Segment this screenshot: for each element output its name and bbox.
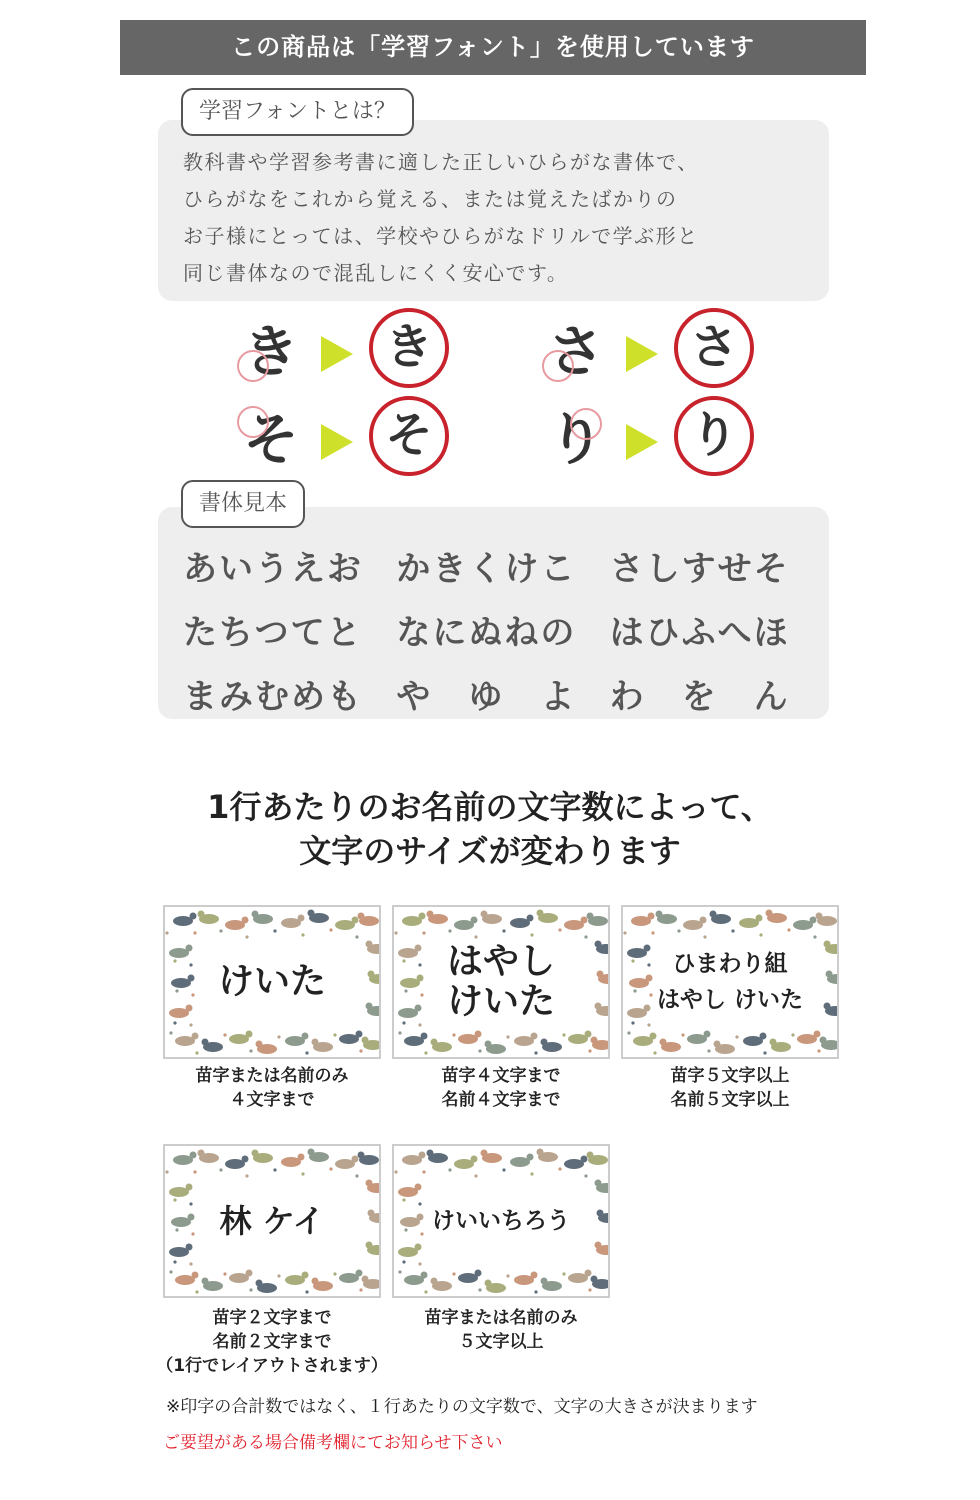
label-line: 林 ケイ (219, 1202, 325, 1240)
desc-line: 教科書や学習参考書に適した正しいひらがな書体で、 (183, 150, 699, 174)
demo-sa (548, 318, 848, 398)
label-name (394, 1146, 608, 1296)
caption-line: （1行でレイアウトされます） (156, 1356, 388, 1376)
sample-text: まみむめも (183, 676, 363, 717)
card-caption (150, 1306, 394, 1378)
plain-char: そ (243, 408, 299, 473)
size-heading-line2: 文字のサイズが変わります (299, 832, 681, 870)
name-label-card (392, 1144, 610, 1298)
sample-row (183, 597, 823, 661)
request-note: ご要望がある場合備考欄にてお知らせ下さい (163, 1433, 503, 1453)
label-name (165, 1146, 379, 1296)
sample-text: さしすせそ (609, 548, 790, 589)
learning-char: き (369, 308, 449, 388)
caption-line: 苗字または名前のみ (195, 1066, 349, 1086)
card-caption (163, 1064, 381, 1112)
sample-text: わ を ん (609, 676, 790, 717)
learning-char: さ (674, 308, 754, 388)
demo-ki (243, 318, 543, 398)
arrow-right-icon (626, 424, 658, 460)
label-line: けいた (217, 961, 326, 1002)
name-label-card (163, 905, 381, 1059)
sample-row (183, 661, 823, 725)
size-heading-line1: 1行あたりのお名前の文字数によって、 (207, 788, 773, 826)
stroke-hint-circle (542, 350, 574, 382)
sample-text: かきくけこ (396, 548, 577, 589)
plain-char: り (548, 408, 604, 473)
desc-line: ひらがなをこれから覚える、または覚えたばかりの (183, 187, 678, 211)
caption-line: 苗字４文字まで (441, 1066, 561, 1086)
font-samples (183, 533, 823, 725)
arrow-right-icon (321, 424, 353, 460)
font-banner: この商品は「学習フォント」を使用しています (120, 20, 866, 75)
label-name (623, 907, 837, 1057)
desc-line: 同じ書体なので混乱しにくく安心です。 (183, 261, 569, 285)
label-name (165, 907, 379, 1057)
card-caption (392, 1064, 610, 1112)
caption-line: 苗字または名前のみ (424, 1308, 578, 1328)
label-line: はやし (446, 941, 555, 982)
plain-char: き (243, 320, 299, 385)
plain-char: さ (548, 320, 604, 385)
about-tab: 学習フォントとは？ (181, 88, 414, 136)
arrow-right-icon (321, 336, 353, 372)
label-line: けいいちろう (432, 1208, 570, 1234)
stroke-hint-circle (570, 408, 602, 440)
desc-line: お子様にとっては、学校やひらがなドリルで学ぶ形と (183, 224, 699, 248)
caption-line: ５文字以上 (458, 1332, 544, 1352)
learning-char: そ (369, 396, 449, 476)
caption-line: 苗字５文字以上 (670, 1066, 790, 1086)
label-name (394, 907, 608, 1057)
label-line: ひまわり組 (672, 951, 788, 977)
name-label-card (621, 905, 839, 1059)
caption-line: 苗字２文字まで (212, 1308, 332, 1328)
sample-text: はひふへほ (609, 612, 790, 653)
sample-text: や ゆ よ (396, 676, 577, 717)
size-note: ※印字の合計数ではなく、１行あたりの文字数で、文字の大きさが決まります (166, 1397, 758, 1417)
samples-tab: 書体見本 (181, 480, 305, 528)
name-label-card (163, 1144, 381, 1298)
arrow-right-icon (626, 336, 658, 372)
stroke-hint-circle (237, 350, 269, 382)
caption-line: 名前４文字まで (441, 1090, 561, 1110)
caption-line: 名前２文字まで (212, 1332, 332, 1352)
label-line: はやし けいた (656, 987, 803, 1013)
demo-ri (548, 406, 848, 486)
name-label-card (392, 905, 610, 1059)
demo-so (243, 406, 543, 486)
label-line: けいた (446, 981, 555, 1022)
sample-text: あいうえお (183, 548, 363, 589)
caption-line: ４文字まで (229, 1090, 315, 1110)
sample-row (183, 533, 823, 597)
about-description (183, 144, 813, 292)
card-caption (621, 1064, 839, 1112)
learning-char: り (674, 396, 754, 476)
sample-text: なにぬねの (396, 612, 577, 653)
card-caption (392, 1306, 610, 1354)
caption-line: 名前５文字以上 (670, 1090, 790, 1110)
stroke-hint-circle (237, 406, 269, 438)
sample-text: たちつてと (183, 612, 363, 653)
